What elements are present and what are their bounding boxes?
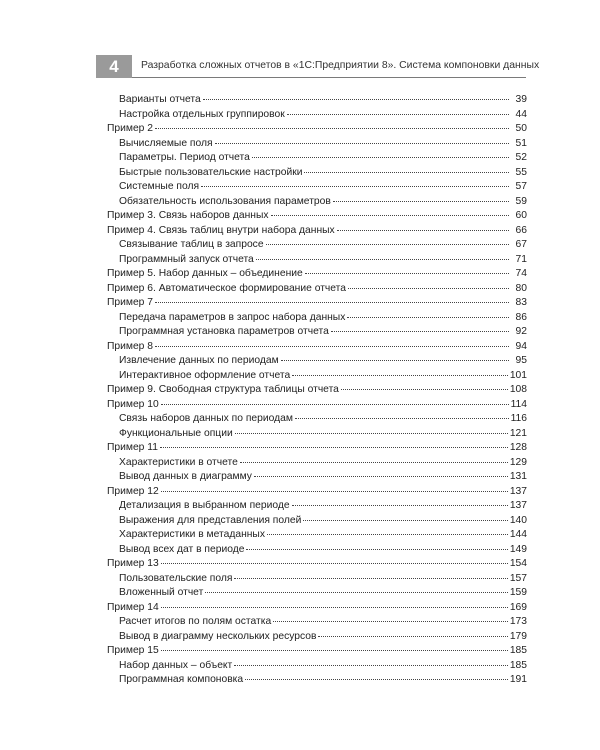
dot-leader (245, 679, 508, 680)
toc-entry-title: Обязательность использования параметров (119, 195, 331, 207)
toc-entry-title: Функциональные опции (119, 427, 233, 439)
dot-leader (246, 549, 507, 550)
toc-page-number: 67 (515, 239, 527, 250)
toc-entry-title: Пользовательские поля (119, 572, 233, 584)
toc-entry-title: Связь наборов данных по периодам (119, 413, 293, 424)
toc-page-number: 185 (509, 645, 527, 656)
toc-subentry[interactable] (107, 673, 527, 688)
page-number: 4 (96, 55, 132, 78)
toc-page-number: 140 (509, 514, 527, 526)
toc-subentry[interactable] (107, 499, 527, 514)
dot-leader (295, 418, 509, 419)
toc-subentry[interactable] (107, 572, 527, 587)
toc-entry-title: Пример 10 (107, 398, 159, 410)
toc-entry-title: Расчет итогов по полям остатка (119, 616, 272, 627)
toc-entry[interactable] (107, 557, 527, 572)
toc-entry[interactable] (107, 296, 527, 311)
toc-entry-title: Пример 4. Связь таблиц внутри набора данных (107, 224, 335, 236)
toc-page-number: 86 (515, 311, 527, 323)
toc-entry-title: Параметры. Период отчета (119, 152, 250, 163)
dot-leader (347, 317, 509, 318)
toc-entry-title: Вывод в диаграмму нескольких ресурсов (119, 630, 317, 642)
toc-page-number: 159 (509, 587, 527, 598)
page-header (96, 55, 540, 78)
toc-entry[interactable] (107, 398, 527, 413)
toc-subentry[interactable] (107, 195, 527, 210)
dot-leader (155, 346, 509, 347)
toc-entry-title: Пример 5. Набор данных – объединение (107, 268, 303, 279)
toc-page-number: 80 (515, 282, 527, 294)
toc-entry-title: Пример 12 (107, 485, 159, 497)
toc-page-number: 52 (515, 152, 527, 163)
toc-entry[interactable] (107, 644, 527, 659)
toc-page-number: 83 (515, 297, 527, 308)
dot-leader (337, 230, 509, 231)
toc-page-number: 108 (509, 384, 527, 395)
toc-entry-title: Пример 14 (107, 601, 159, 613)
toc-entry[interactable] (107, 267, 527, 282)
toc-page-number: 149 (509, 543, 527, 555)
toc-page-number: 74 (515, 268, 527, 279)
toc-subentry[interactable] (107, 180, 527, 195)
toc-subentry[interactable] (107, 630, 527, 645)
toc-page-number: 114 (510, 398, 527, 410)
toc-page-number: 137 (509, 485, 527, 497)
toc-subentry[interactable] (107, 543, 527, 558)
dot-leader (318, 636, 507, 637)
dot-leader (161, 491, 508, 492)
header-rule (132, 77, 526, 78)
toc-entry-title: Интерактивное оформление отчета (119, 369, 291, 381)
toc-entry[interactable] (107, 209, 527, 224)
toc-entry[interactable] (107, 383, 527, 398)
dot-leader (234, 665, 508, 666)
toc-entry-title: Пример 13 (107, 558, 159, 569)
dot-leader (305, 273, 509, 274)
toc-subentry[interactable] (107, 151, 527, 166)
toc-entry-title: Характеристики в метаданных (119, 529, 265, 540)
toc-subentry[interactable] (107, 412, 527, 427)
toc-entry-title: Вычисляемые поля (119, 137, 213, 149)
toc-entry-title: Системные поля (119, 181, 200, 192)
toc-subentry[interactable] (107, 238, 527, 253)
toc-subentry[interactable] (107, 325, 527, 340)
dot-leader (234, 578, 507, 579)
dot-leader (333, 201, 509, 202)
toc-entry-title: Выражения для представления полей (119, 514, 302, 526)
toc-entry-title: Пример 11 (107, 442, 158, 453)
toc-entry-title: Передача параметров в запрос набора данных (119, 311, 346, 323)
toc-entry[interactable] (107, 282, 527, 297)
dot-leader (161, 650, 508, 651)
toc-entry-title: Программный запуск отчета (119, 253, 254, 265)
toc-entry-title: Пример 7 (107, 297, 153, 308)
dot-leader (266, 244, 509, 245)
toc-entry-title: Программная установка параметров отчета (119, 326, 329, 337)
toc-subentry[interactable] (107, 456, 527, 471)
toc-subentry[interactable] (107, 108, 527, 123)
toc-entry[interactable] (107, 601, 527, 616)
toc-entry[interactable] (107, 441, 527, 456)
dot-leader (205, 592, 508, 593)
dot-leader (215, 143, 509, 144)
dot-leader (161, 563, 508, 564)
dot-leader (341, 389, 508, 390)
toc-subentry[interactable] (107, 427, 527, 442)
toc-page-number: 55 (515, 166, 527, 178)
toc-page-number: 39 (515, 94, 527, 105)
toc-page-number: 60 (515, 210, 527, 221)
dot-leader (267, 534, 508, 535)
dot-leader (271, 215, 509, 216)
dot-leader (256, 259, 509, 260)
toc-page-number: 44 (515, 108, 527, 120)
toc-page-number: 157 (509, 572, 527, 584)
toc-entry-title: Вывод данных в диаграмму (119, 471, 252, 482)
table-of-contents (107, 93, 527, 688)
dot-leader (161, 404, 509, 405)
dot-leader (203, 99, 509, 100)
toc-page-number: 57 (515, 181, 527, 192)
toc-subentry[interactable] (107, 311, 527, 326)
toc-page-number: 131 (509, 471, 527, 482)
toc-entry-title: Характеристики в отчете (119, 456, 238, 468)
dot-leader (155, 128, 509, 129)
toc-entry-title: Пример 3. Связь наборов данных (107, 210, 269, 221)
toc-page-number: 71 (515, 253, 527, 265)
toc-entry[interactable] (107, 224, 527, 239)
toc-page-number: 94 (515, 340, 527, 352)
toc-subentry[interactable] (107, 166, 527, 181)
dot-leader (161, 607, 508, 608)
toc-entry-title: Пример 15 (107, 645, 159, 656)
toc-entry[interactable] (107, 122, 527, 137)
toc-entry-title: Пример 2 (107, 123, 153, 134)
toc-entry-title: Варианты отчета (119, 94, 201, 105)
dot-leader (252, 157, 509, 158)
dot-leader (201, 186, 509, 187)
toc-page-number: 101 (509, 369, 527, 381)
dot-leader (292, 375, 508, 376)
dot-leader (348, 288, 509, 289)
toc-page-number: 116 (510, 413, 527, 424)
toc-page-number: 128 (509, 442, 527, 453)
dot-leader (254, 476, 508, 477)
toc-page-number: 66 (515, 224, 527, 236)
toc-subentry[interactable] (107, 369, 527, 384)
dot-leader (160, 447, 508, 448)
toc-subentry[interactable] (107, 354, 527, 369)
toc-page-number: 144 (509, 529, 527, 540)
toc-entry-title: Вывод всех дат в периоде (119, 543, 245, 555)
toc-entry-title: Пример 8 (107, 340, 153, 352)
toc-entry-title: Пример 9. Свободная структура таблицы отчета (107, 384, 339, 395)
toc-entry-title: Программная компоновка (119, 674, 244, 685)
toc-subentry[interactable] (107, 93, 527, 108)
toc-entry-title: Детализация в выбранном периоде (119, 500, 290, 511)
toc-subentry[interactable] (107, 615, 527, 630)
toc-page-number: 173 (509, 616, 527, 627)
toc-page-number: 50 (515, 123, 527, 134)
toc-page-number: 191 (509, 674, 527, 685)
toc-entry-title: Вложенный отчет (119, 587, 204, 598)
toc-entry-title: Связывание таблиц в запросе (119, 239, 264, 250)
toc-entry-title: Набор данных – объект (119, 659, 233, 671)
toc-entry-title: Извлечение данных по периодам (119, 355, 279, 366)
dot-leader (235, 433, 508, 434)
toc-subentry[interactable] (107, 514, 527, 529)
dot-leader (304, 172, 509, 173)
toc-page-number: 129 (509, 456, 527, 468)
dot-leader (281, 360, 509, 361)
toc-subentry[interactable] (107, 137, 527, 152)
toc-page-number: 179 (509, 630, 527, 642)
running-title: Разработка сложных отчетов в «1С:Предприятии 8». Система компоновки данных (141, 60, 540, 71)
toc-subentry[interactable] (107, 586, 527, 601)
toc-subentry[interactable] (107, 659, 527, 674)
toc-page-number: 92 (515, 326, 527, 337)
toc-subentry[interactable] (107, 470, 527, 485)
toc-page-number: 59 (515, 195, 527, 207)
toc-entry-title: Пример 6. Автоматическое формирование отчета (107, 282, 346, 294)
toc-entry-title: Быстрые пользовательские настройки (119, 166, 303, 178)
toc-page-number: 154 (509, 558, 527, 569)
dot-leader (331, 331, 509, 332)
toc-subentry[interactable] (107, 253, 527, 268)
toc-subentry[interactable] (107, 528, 527, 543)
toc-entry[interactable] (107, 340, 527, 355)
toc-page-number: 185 (509, 659, 527, 671)
toc-page-number: 169 (509, 601, 527, 613)
toc-entry-title: Настройка отдельных группировок (119, 108, 285, 120)
toc-page-number: 121 (509, 427, 527, 439)
toc-entry[interactable] (107, 485, 527, 500)
dot-leader (303, 520, 507, 521)
toc-page-number: 95 (515, 355, 527, 366)
dot-leader (287, 114, 509, 115)
dot-leader (273, 621, 508, 622)
dot-leader (155, 302, 509, 303)
dot-leader (240, 462, 508, 463)
toc-page-number: 137 (509, 500, 527, 511)
dot-leader (292, 505, 508, 506)
toc-page-number: 51 (515, 137, 527, 149)
